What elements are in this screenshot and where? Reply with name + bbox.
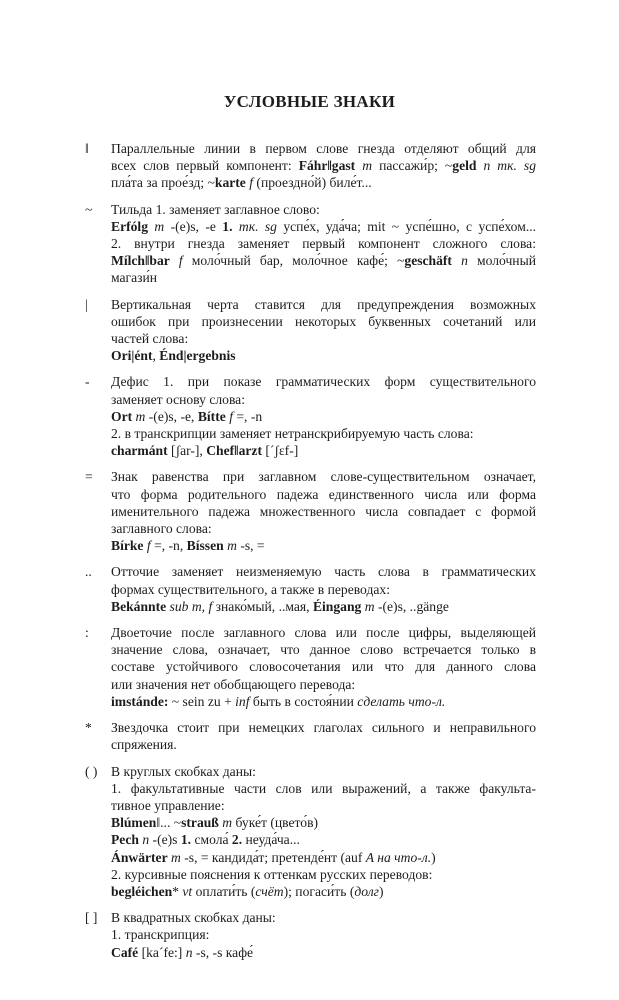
legend-line [111, 693, 536, 710]
headword-text: karte [214, 175, 246, 191]
headword-text: Éingang [312, 598, 362, 614]
italic-note: m [227, 538, 237, 554]
headword-text: Énd|ergebnis [159, 348, 236, 364]
legend-line [111, 330, 536, 347]
body-text: смола́ [191, 832, 232, 848]
legend-line [111, 269, 536, 286]
legend-symbol: - [85, 374, 90, 390]
headword-text: 2. [231, 832, 243, 848]
headword-text: geld [452, 158, 477, 174]
legend-line [111, 641, 536, 658]
legend-line [111, 391, 536, 408]
legend-entry [85, 909, 536, 961]
headword-text: begléichen [111, 883, 173, 899]
headword-text: imstánde: [111, 693, 169, 709]
body-text: =, -n [232, 408, 263, 424]
legend-line [111, 157, 536, 174]
body-text: неуда́ча... [242, 832, 300, 848]
headword-text: 1. [180, 832, 192, 848]
italic-note: f [178, 253, 183, 269]
legend-line [111, 883, 536, 900]
headword-text: Bekánnte [111, 598, 167, 614]
legend-line [111, 218, 536, 235]
body-text: магази́н [111, 270, 158, 286]
legend-line [111, 926, 536, 943]
headword-text: Bítte [197, 408, 226, 424]
headword-text: Erfólg [111, 218, 148, 234]
legend-line [111, 849, 536, 866]
legend-line [111, 866, 536, 883]
body-text: заменяет основу слова: [111, 391, 245, 407]
legend-line [111, 520, 536, 537]
body-text: 1. транскрипция: [111, 927, 210, 943]
legend-line [111, 831, 536, 848]
body-text: Параллельные линии в первом слове гнезда отделяют общий для [111, 141, 536, 156]
legend-line [111, 797, 536, 814]
body-text: успе́х, уда́ча; mit ~ успе́шно, с успе́хом... [276, 218, 537, 234]
body-text: -s, -s кафе́ [192, 944, 254, 960]
body-text: моло́чный бар, моло́чное кафе́; ~ [182, 253, 405, 269]
body-text: -(e)s, -e [164, 218, 223, 234]
italic-note: A на что-л. [365, 849, 432, 865]
headword-text: Bírke [111, 538, 144, 554]
legend-line [111, 944, 536, 961]
italic-note: f [249, 175, 254, 191]
legend-line [111, 780, 536, 797]
headword-text: Blúmen [111, 815, 157, 831]
page-title: УСЛОВНЫЕ ЗНАКИ [223, 92, 396, 111]
headword-text: geschäft [404, 253, 452, 269]
body-text: или значения нет обобщающего перевода: [111, 676, 356, 692]
legend-line [111, 736, 536, 753]
legend-line [111, 140, 536, 157]
body-text: оплати́ть ( [192, 883, 256, 899]
body-text: Отточие заменяет неизменяемую часть слова в грамматических [111, 564, 536, 580]
legend-symbol: .. [85, 564, 92, 580]
body-text [170, 253, 179, 268]
legend-line [111, 503, 536, 520]
body-text: В квадратных скобках даны: [111, 910, 276, 926]
body-text: формах существительного, а также в переводах: [111, 581, 390, 597]
legend-line [111, 373, 536, 390]
headword-text: Ort [111, 408, 133, 424]
italic-note: сделать что-л. [357, 693, 446, 709]
headword-text: 1. [222, 218, 233, 234]
italic-note: m [135, 408, 146, 424]
legend-line [111, 563, 536, 580]
legend-line [111, 201, 536, 218]
body-text: -(e)s, ..gänge [374, 598, 449, 614]
body-text: спряжения. [111, 737, 177, 753]
body-text: Двоеточие после заглавного слова или после цифры, выделяющей [111, 625, 536, 641]
italic-note: m [154, 218, 165, 234]
legend-entry [85, 140, 536, 192]
headword-text: Bíssen [186, 538, 224, 554]
body-text: В круглых скобках даны: [111, 763, 256, 779]
body-text: быть в состоя́нии [249, 693, 358, 709]
body-text: составе устойчивого словосочетания или что для данного слова [111, 659, 536, 675]
body-text: ~ sein zu + [168, 693, 236, 709]
body-text: буке́т (цвето́в) [232, 815, 319, 831]
body-text: именительного падежа множественного числа совпадает с формой [111, 503, 536, 519]
italic-note: vt [182, 883, 193, 899]
italic-note: f [229, 408, 233, 424]
body-text: [ˊʃɛf-] [261, 443, 299, 459]
legend-symbol: = [85, 469, 93, 485]
legend-line [111, 174, 536, 191]
body-text: значение слова, означает, что данное слово встречается только в [111, 642, 536, 658]
body-text: [kaˊfe:] [138, 944, 186, 960]
legend-symbol: | [85, 296, 88, 312]
headword-text: Pech [111, 832, 139, 848]
body-text: Дефис 1. при показе грамматических форм существительного [111, 374, 536, 390]
body-text: Звездочка стоит при немецких глаголах сильного и неправильного [111, 720, 536, 736]
legend-entry [85, 763, 536, 901]
body-text: -(e)s, -e, [145, 408, 198, 424]
headword-text: Café [111, 944, 139, 960]
headword-text: Ánwärter [111, 849, 168, 865]
italic-note: f [146, 538, 151, 554]
legend-entry [85, 719, 536, 753]
body-text: ‖... ~ [156, 815, 182, 831]
legend-line [111, 347, 536, 364]
legend-line [111, 624, 536, 641]
body-text: (проездно́й) биле́т... [253, 175, 372, 191]
body-text: 2. внутри гнезда заменяет первый компонент сложного слова: [111, 236, 536, 252]
body-text: заглавного слова: [111, 521, 212, 537]
legend-line [111, 537, 536, 554]
legend-line [111, 676, 536, 693]
headword-text: Fáhr‖gast [298, 158, 356, 174]
italic-note: m [364, 598, 375, 614]
legend-line [111, 763, 536, 780]
legend-entry [85, 563, 536, 615]
legend-line [111, 468, 536, 485]
legend-line [111, 486, 536, 503]
legend-line [111, 581, 536, 598]
italic-note: тк. sg [238, 218, 277, 234]
legend-symbol: : [85, 625, 89, 641]
italic-note: inf [235, 693, 250, 709]
italic-note: n [461, 253, 468, 269]
legend-line [111, 425, 536, 442]
legend-line [111, 296, 536, 313]
italic-note: m [362, 158, 373, 174]
body-text: =, -n, [150, 538, 187, 554]
legend-line [111, 719, 536, 736]
italic-note: n тк. sg [483, 158, 536, 174]
body-text: всех слов первый компонент: [111, 158, 299, 174]
headword-text: charmánt [111, 443, 168, 459]
legend-line [111, 598, 536, 615]
legend-entry [85, 296, 536, 365]
headword-text: strauß [181, 815, 219, 831]
body-text: 2. в транскрипции заменяет нетранскрибируемую часть слова: [111, 426, 474, 442]
headword-text: Chef‖arzt [206, 443, 262, 459]
body-text: [ʃar-], [167, 443, 207, 459]
italic-note: долг [354, 883, 379, 899]
body-text: ); погаси́ть ( [283, 883, 355, 899]
legend-symbol: ~ [85, 201, 93, 217]
body-text: , [152, 348, 160, 364]
body-text: знако́мый, ..мая, [212, 598, 313, 614]
legend-symbol: ‖ [85, 141, 89, 156]
legend-line [111, 313, 536, 330]
legend-entries [85, 140, 537, 970]
legend-symbol: ( ) [85, 763, 98, 779]
legend-line [111, 658, 536, 675]
body-text [452, 253, 461, 268]
body-text: ошибок при произнесении некоторых буквенных сочетаний или [111, 313, 536, 329]
legend-symbol: * [85, 720, 92, 736]
legend-entry [85, 201, 537, 287]
body-text: * [172, 883, 183, 899]
body-text: 1. факультативные части слов или выражений, а также факульта- [111, 780, 536, 796]
headword-text: Mílch‖bar [111, 253, 170, 269]
legend-entry [85, 373, 536, 459]
body-text: частей слова: [111, 331, 189, 347]
body-text: -s, = кандида́т; претенде́нт (auf [180, 849, 366, 865]
legend-line [111, 252, 536, 269]
body-text: тивное управление: [111, 797, 225, 813]
legend-entry [85, 468, 536, 554]
legend-symbol: [ ] [85, 910, 98, 926]
body-text: ) [431, 849, 436, 865]
body-text: моло́чный [467, 253, 536, 269]
body-text: Тильда 1. заменяет заглавное слово: [111, 201, 320, 217]
italic-note: m [222, 815, 233, 831]
headword-text: Ori|ént [111, 348, 153, 364]
body-text: что форма родительного падежа единственного числа или форма [111, 486, 536, 502]
legend-line [111, 408, 536, 425]
body-text: пла́та за прое́зд; ~ [111, 175, 215, 191]
italic-note: n [142, 832, 150, 848]
body-text: пассажи́р; ~ [372, 158, 453, 174]
legend-line [111, 814, 536, 831]
body-text: ) [378, 883, 384, 899]
body-text: Знак равенства при заглавном слове-существительном означает, [111, 469, 536, 485]
legend-line [111, 442, 536, 459]
italic-note: счёт [255, 883, 284, 899]
italic-note: m [171, 849, 181, 865]
body-text: 2. курсивные пояснения к оттенкам русских переводов: [111, 866, 433, 882]
legend-line [111, 235, 536, 252]
legend-entry [85, 624, 536, 710]
body-text: -(e)s [149, 832, 181, 848]
body-text: -s, = [236, 538, 265, 554]
legend-line [111, 909, 536, 926]
body-text: Вертикальная черта ставится для предупреждения возможных [111, 296, 536, 312]
italic-note: n [185, 944, 193, 960]
italic-note: sub m, f [169, 598, 213, 614]
